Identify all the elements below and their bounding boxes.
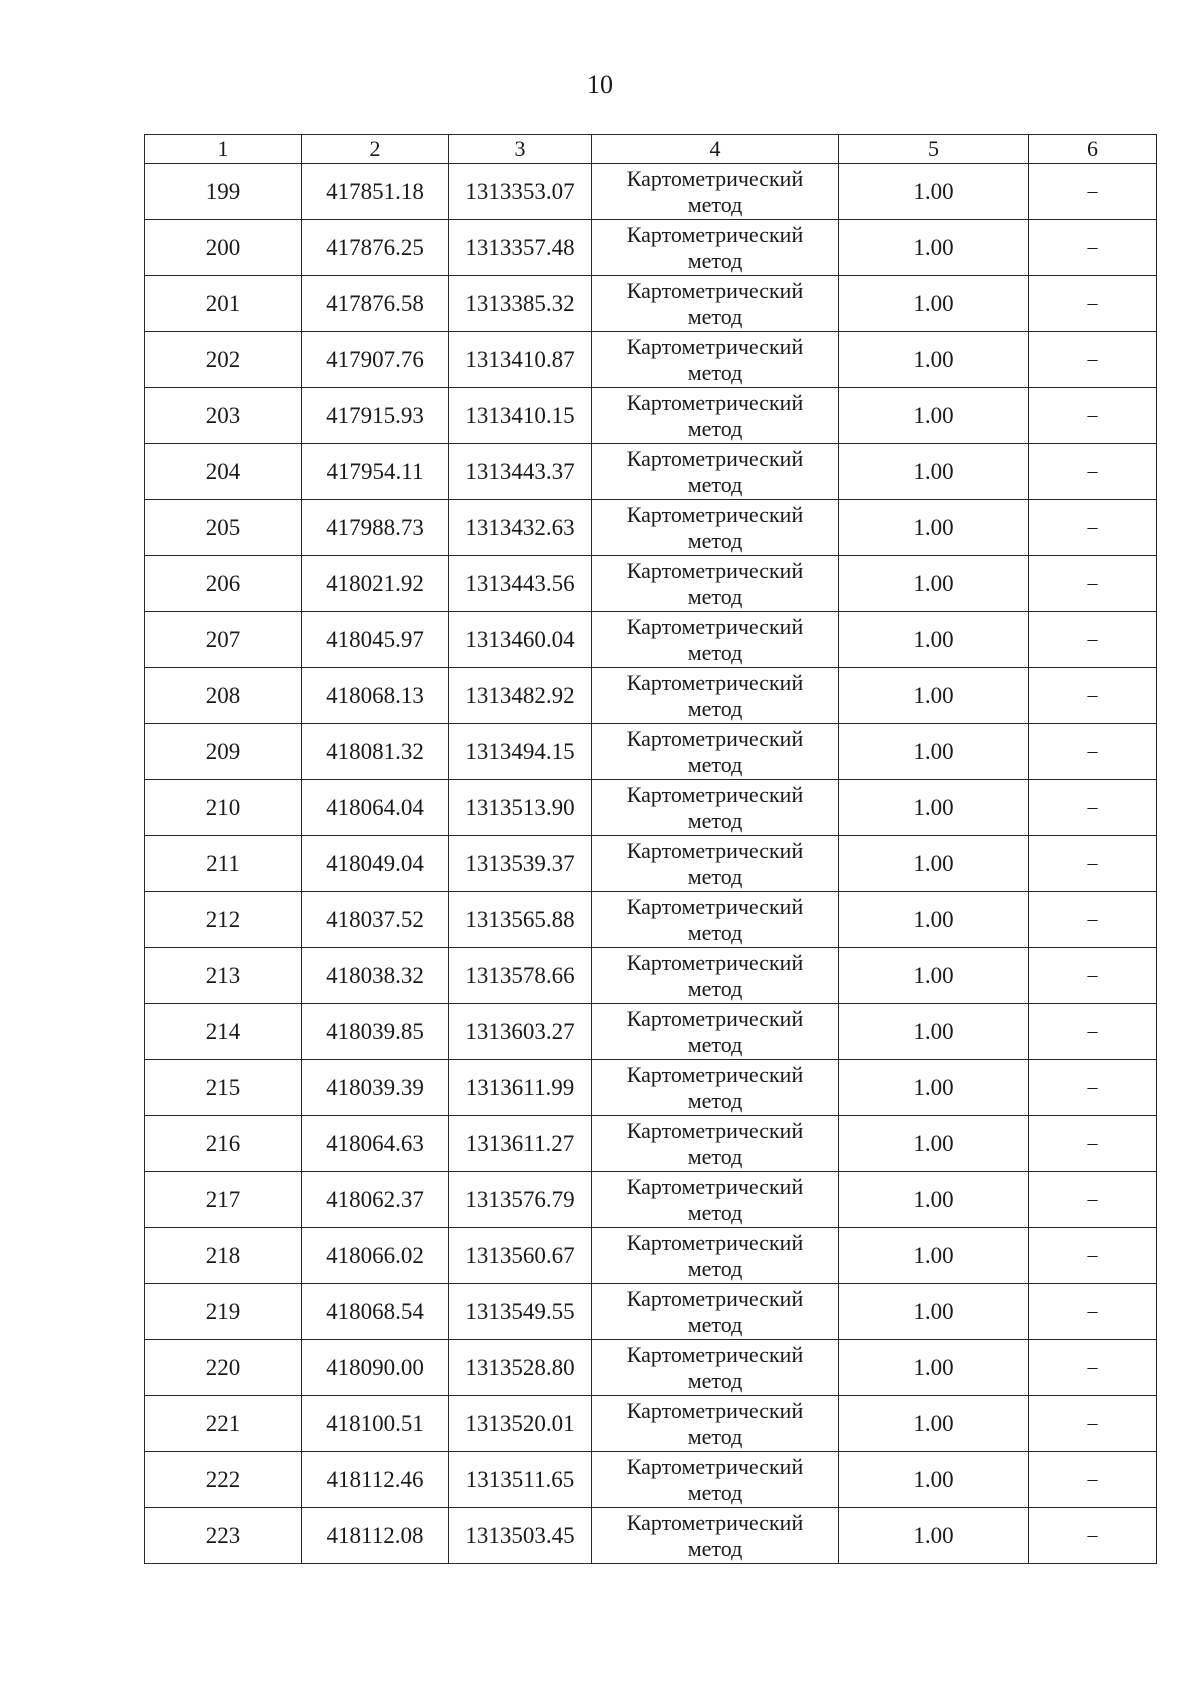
- table-row: [145, 388, 1157, 444]
- x-coordinate-cell: 418062.37: [302, 1172, 449, 1228]
- method-cell: [592, 164, 839, 220]
- column-header-6: 6: [1029, 135, 1157, 164]
- x-coordinate-cell: 418068.13: [302, 668, 449, 724]
- x-coordinate-cell: 418064.04: [302, 780, 449, 836]
- point-number-cell: 222: [145, 1452, 302, 1508]
- method-line-1: Картометрический: [626, 893, 804, 919]
- x-coordinate-cell: 418039.39: [302, 1060, 449, 1116]
- precision-cell: 1.00: [839, 1172, 1029, 1228]
- y-coordinate-cell: 1313410.87: [449, 332, 592, 388]
- point-number-cell: 207: [145, 612, 302, 668]
- note-cell: –: [1029, 276, 1157, 332]
- note-cell: –: [1029, 948, 1157, 1004]
- method-cell: [592, 1452, 839, 1508]
- method-line-1: Картометрический: [626, 445, 804, 471]
- column-header-3: 3: [449, 135, 592, 164]
- method-line-2: метод: [687, 1199, 743, 1225]
- method-line-1: Картометрический: [626, 1341, 804, 1367]
- precision-cell: 1.00: [839, 164, 1029, 220]
- note-cell: –: [1029, 1452, 1157, 1508]
- note-cell: –: [1029, 836, 1157, 892]
- method-cell: [592, 724, 839, 780]
- table-row: [145, 1340, 1157, 1396]
- method-cell: [592, 892, 839, 948]
- method-cell: [592, 948, 839, 1004]
- note-cell: –: [1029, 1284, 1157, 1340]
- method-line-2: метод: [687, 247, 743, 273]
- method-line-2: метод: [687, 863, 743, 889]
- y-coordinate-cell: 1313357.48: [449, 220, 592, 276]
- y-coordinate-cell: 1313603.27: [449, 1004, 592, 1060]
- method-line-1: Картометрический: [626, 1061, 804, 1087]
- y-coordinate-cell: 1313560.67: [449, 1228, 592, 1284]
- method-line-1: Картометрический: [626, 1229, 804, 1255]
- method-line-1: Картометрический: [626, 1005, 804, 1031]
- x-coordinate-cell: 418100.51: [302, 1396, 449, 1452]
- precision-cell: 1.00: [839, 1396, 1029, 1452]
- precision-cell: 1.00: [839, 276, 1029, 332]
- note-cell: –: [1029, 1508, 1157, 1564]
- precision-cell: 1.00: [839, 388, 1029, 444]
- method-line-1: Картометрический: [626, 1173, 804, 1199]
- point-number-cell: 211: [145, 836, 302, 892]
- precision-cell: 1.00: [839, 1004, 1029, 1060]
- table-body: [145, 164, 1157, 1564]
- method-line-2: метод: [687, 1087, 743, 1113]
- table-row: [145, 1284, 1157, 1340]
- precision-cell: 1.00: [839, 948, 1029, 1004]
- method-line-2: метод: [687, 807, 743, 833]
- x-coordinate-cell: 418112.08: [302, 1508, 449, 1564]
- method-line-1: Картометрический: [626, 389, 804, 415]
- method-line-2: метод: [687, 639, 743, 665]
- method-cell: [592, 668, 839, 724]
- method-line-1: Картометрический: [626, 669, 804, 695]
- x-coordinate-cell: 417988.73: [302, 500, 449, 556]
- precision-cell: 1.00: [839, 780, 1029, 836]
- note-cell: –: [1029, 220, 1157, 276]
- x-coordinate-cell: 417851.18: [302, 164, 449, 220]
- point-number-cell: 203: [145, 388, 302, 444]
- precision-cell: 1.00: [839, 220, 1029, 276]
- x-coordinate-cell: 417907.76: [302, 332, 449, 388]
- precision-cell: 1.00: [839, 1116, 1029, 1172]
- table-row: [145, 164, 1157, 220]
- table-row: [145, 948, 1157, 1004]
- point-number-cell: 205: [145, 500, 302, 556]
- x-coordinate-cell: 418021.92: [302, 556, 449, 612]
- method-line-2: метод: [687, 1535, 743, 1561]
- y-coordinate-cell: 1313576.79: [449, 1172, 592, 1228]
- method-line-2: метод: [687, 359, 743, 385]
- method-line-2: метод: [687, 191, 743, 217]
- method-cell: [592, 220, 839, 276]
- x-coordinate-cell: 418081.32: [302, 724, 449, 780]
- note-cell: –: [1029, 164, 1157, 220]
- point-number-cell: 206: [145, 556, 302, 612]
- method-line-1: Картометрический: [626, 165, 804, 191]
- method-line-2: метод: [687, 1423, 743, 1449]
- x-coordinate-cell: 418049.04: [302, 836, 449, 892]
- method-line-1: Картометрический: [626, 949, 804, 975]
- method-line-1: Картометрический: [626, 1397, 804, 1423]
- precision-cell: 1.00: [839, 1452, 1029, 1508]
- method-line-1: Картометрический: [626, 613, 804, 639]
- note-cell: –: [1029, 388, 1157, 444]
- method-cell: [592, 1396, 839, 1452]
- note-cell: –: [1029, 892, 1157, 948]
- column-header-2: 2: [302, 135, 449, 164]
- point-number-cell: 223: [145, 1508, 302, 1564]
- point-number-cell: 212: [145, 892, 302, 948]
- method-line-2: метод: [687, 415, 743, 441]
- point-number-cell: 220: [145, 1340, 302, 1396]
- precision-cell: 1.00: [839, 1508, 1029, 1564]
- y-coordinate-cell: 1313513.90: [449, 780, 592, 836]
- precision-cell: 1.00: [839, 500, 1029, 556]
- x-coordinate-cell: 418039.85: [302, 1004, 449, 1060]
- method-line-1: Картометрический: [626, 221, 804, 247]
- y-coordinate-cell: 1313520.01: [449, 1396, 592, 1452]
- table-row: [145, 836, 1157, 892]
- precision-cell: 1.00: [839, 444, 1029, 500]
- method-cell: [592, 1004, 839, 1060]
- method-cell: [592, 1060, 839, 1116]
- table-row: [145, 1060, 1157, 1116]
- method-cell: [592, 1508, 839, 1564]
- table-row: [145, 1452, 1157, 1508]
- point-number-cell: 202: [145, 332, 302, 388]
- precision-cell: 1.00: [839, 668, 1029, 724]
- x-coordinate-cell: 418090.00: [302, 1340, 449, 1396]
- y-coordinate-cell: 1313611.27: [449, 1116, 592, 1172]
- note-cell: –: [1029, 1396, 1157, 1452]
- precision-cell: 1.00: [839, 1228, 1029, 1284]
- note-cell: –: [1029, 668, 1157, 724]
- table-row: [145, 276, 1157, 332]
- y-coordinate-cell: 1313432.63: [449, 500, 592, 556]
- y-coordinate-cell: 1313410.15: [449, 388, 592, 444]
- note-cell: –: [1029, 612, 1157, 668]
- note-cell: –: [1029, 444, 1157, 500]
- method-cell: [592, 1172, 839, 1228]
- method-cell: [592, 332, 839, 388]
- method-line-2: метод: [687, 751, 743, 777]
- method-line-2: метод: [687, 1255, 743, 1281]
- method-cell: [592, 1340, 839, 1396]
- x-coordinate-cell: 417876.25: [302, 220, 449, 276]
- table-row: [145, 612, 1157, 668]
- note-cell: –: [1029, 332, 1157, 388]
- method-line-1: Картометрический: [626, 781, 804, 807]
- note-cell: –: [1029, 1172, 1157, 1228]
- method-cell: [592, 500, 839, 556]
- method-cell: [592, 612, 839, 668]
- y-coordinate-cell: 1313528.80: [449, 1340, 592, 1396]
- column-header-1: 1: [145, 135, 302, 164]
- coordinates-table-container: [144, 134, 1156, 1564]
- method-line-2: метод: [687, 1311, 743, 1337]
- note-cell: –: [1029, 724, 1157, 780]
- y-coordinate-cell: 1313443.37: [449, 444, 592, 500]
- method-line-1: Картометрический: [626, 1285, 804, 1311]
- table-row: [145, 1508, 1157, 1564]
- method-line-2: метод: [687, 1143, 743, 1169]
- method-cell: [592, 836, 839, 892]
- method-line-1: Картометрический: [626, 1509, 804, 1535]
- method-line-1: Картометрический: [626, 333, 804, 359]
- note-cell: –: [1029, 1116, 1157, 1172]
- table-row: [145, 1396, 1157, 1452]
- table-row: [145, 556, 1157, 612]
- table-row: [145, 892, 1157, 948]
- y-coordinate-cell: 1313578.66: [449, 948, 592, 1004]
- method-line-1: Картометрический: [626, 277, 804, 303]
- point-number-cell: 201: [145, 276, 302, 332]
- x-coordinate-cell: 418068.54: [302, 1284, 449, 1340]
- method-line-2: метод: [687, 1367, 743, 1393]
- method-line-2: метод: [687, 919, 743, 945]
- note-cell: –: [1029, 500, 1157, 556]
- table-row: [145, 724, 1157, 780]
- method-line-2: метод: [687, 471, 743, 497]
- method-line-2: метод: [687, 1479, 743, 1505]
- precision-cell: 1.00: [839, 892, 1029, 948]
- x-coordinate-cell: 418066.02: [302, 1228, 449, 1284]
- note-cell: –: [1029, 556, 1157, 612]
- table-row: [145, 1004, 1157, 1060]
- method-line-2: метод: [687, 527, 743, 553]
- y-coordinate-cell: 1313482.92: [449, 668, 592, 724]
- y-coordinate-cell: 1313503.45: [449, 1508, 592, 1564]
- table-header-row: [145, 135, 1157, 164]
- method-cell: [592, 1116, 839, 1172]
- precision-cell: 1.00: [839, 332, 1029, 388]
- table-row: [145, 1116, 1157, 1172]
- point-number-cell: 216: [145, 1116, 302, 1172]
- method-line-2: метод: [687, 583, 743, 609]
- table-row: [145, 1172, 1157, 1228]
- point-number-cell: 199: [145, 164, 302, 220]
- note-cell: –: [1029, 1228, 1157, 1284]
- coordinates-table: [144, 134, 1157, 1564]
- method-line-1: Картометрический: [626, 501, 804, 527]
- point-number-cell: 219: [145, 1284, 302, 1340]
- point-number-cell: 215: [145, 1060, 302, 1116]
- method-cell: [592, 1284, 839, 1340]
- x-coordinate-cell: 418038.32: [302, 948, 449, 1004]
- x-coordinate-cell: 417876.58: [302, 276, 449, 332]
- table-row: [145, 780, 1157, 836]
- point-number-cell: 213: [145, 948, 302, 1004]
- method-cell: [592, 444, 839, 500]
- y-coordinate-cell: 1313565.88: [449, 892, 592, 948]
- y-coordinate-cell: 1313385.32: [449, 276, 592, 332]
- method-line-1: Картометрический: [626, 725, 804, 751]
- x-coordinate-cell: 417954.11: [302, 444, 449, 500]
- x-coordinate-cell: 418064.63: [302, 1116, 449, 1172]
- precision-cell: 1.00: [839, 1060, 1029, 1116]
- precision-cell: 1.00: [839, 836, 1029, 892]
- point-number-cell: 218: [145, 1228, 302, 1284]
- precision-cell: 1.00: [839, 1340, 1029, 1396]
- note-cell: –: [1029, 1060, 1157, 1116]
- y-coordinate-cell: 1313549.55: [449, 1284, 592, 1340]
- table-row: [145, 332, 1157, 388]
- method-line-2: метод: [687, 695, 743, 721]
- point-number-cell: 221: [145, 1396, 302, 1452]
- y-coordinate-cell: 1313511.65: [449, 1452, 592, 1508]
- y-coordinate-cell: 1313611.99: [449, 1060, 592, 1116]
- table-row: [145, 444, 1157, 500]
- point-number-cell: 200: [145, 220, 302, 276]
- method-line-1: Картометрический: [626, 1453, 804, 1479]
- method-line-1: Картометрический: [626, 837, 804, 863]
- note-cell: –: [1029, 1340, 1157, 1396]
- point-number-cell: 204: [145, 444, 302, 500]
- y-coordinate-cell: 1313443.56: [449, 556, 592, 612]
- note-cell: –: [1029, 1004, 1157, 1060]
- x-coordinate-cell: 418112.46: [302, 1452, 449, 1508]
- column-header-4: 4: [592, 135, 839, 164]
- point-number-cell: 214: [145, 1004, 302, 1060]
- table-row: [145, 500, 1157, 556]
- page-number: 10: [587, 70, 613, 99]
- point-number-cell: 208: [145, 668, 302, 724]
- point-number-cell: 209: [145, 724, 302, 780]
- method-line-2: метод: [687, 303, 743, 329]
- precision-cell: 1.00: [839, 1284, 1029, 1340]
- point-number-cell: 217: [145, 1172, 302, 1228]
- method-cell: [592, 556, 839, 612]
- method-line-1: Картометрический: [626, 1117, 804, 1143]
- y-coordinate-cell: 1313539.37: [449, 836, 592, 892]
- method-cell: [592, 388, 839, 444]
- y-coordinate-cell: 1313460.04: [449, 612, 592, 668]
- method-line-2: метод: [687, 1031, 743, 1057]
- method-cell: [592, 780, 839, 836]
- x-coordinate-cell: 418045.97: [302, 612, 449, 668]
- table-row: [145, 1228, 1157, 1284]
- y-coordinate-cell: 1313353.07: [449, 164, 592, 220]
- precision-cell: 1.00: [839, 724, 1029, 780]
- method-cell: [592, 1228, 839, 1284]
- y-coordinate-cell: 1313494.15: [449, 724, 592, 780]
- method-line-1: Картометрический: [626, 557, 804, 583]
- precision-cell: 1.00: [839, 556, 1029, 612]
- x-coordinate-cell: 417915.93: [302, 388, 449, 444]
- table-row: [145, 220, 1157, 276]
- table-row: [145, 668, 1157, 724]
- x-coordinate-cell: 418037.52: [302, 892, 449, 948]
- column-header-5: 5: [839, 135, 1029, 164]
- point-number-cell: 210: [145, 780, 302, 836]
- precision-cell: 1.00: [839, 612, 1029, 668]
- method-cell: [592, 276, 839, 332]
- method-line-2: метод: [687, 975, 743, 1001]
- note-cell: –: [1029, 780, 1157, 836]
